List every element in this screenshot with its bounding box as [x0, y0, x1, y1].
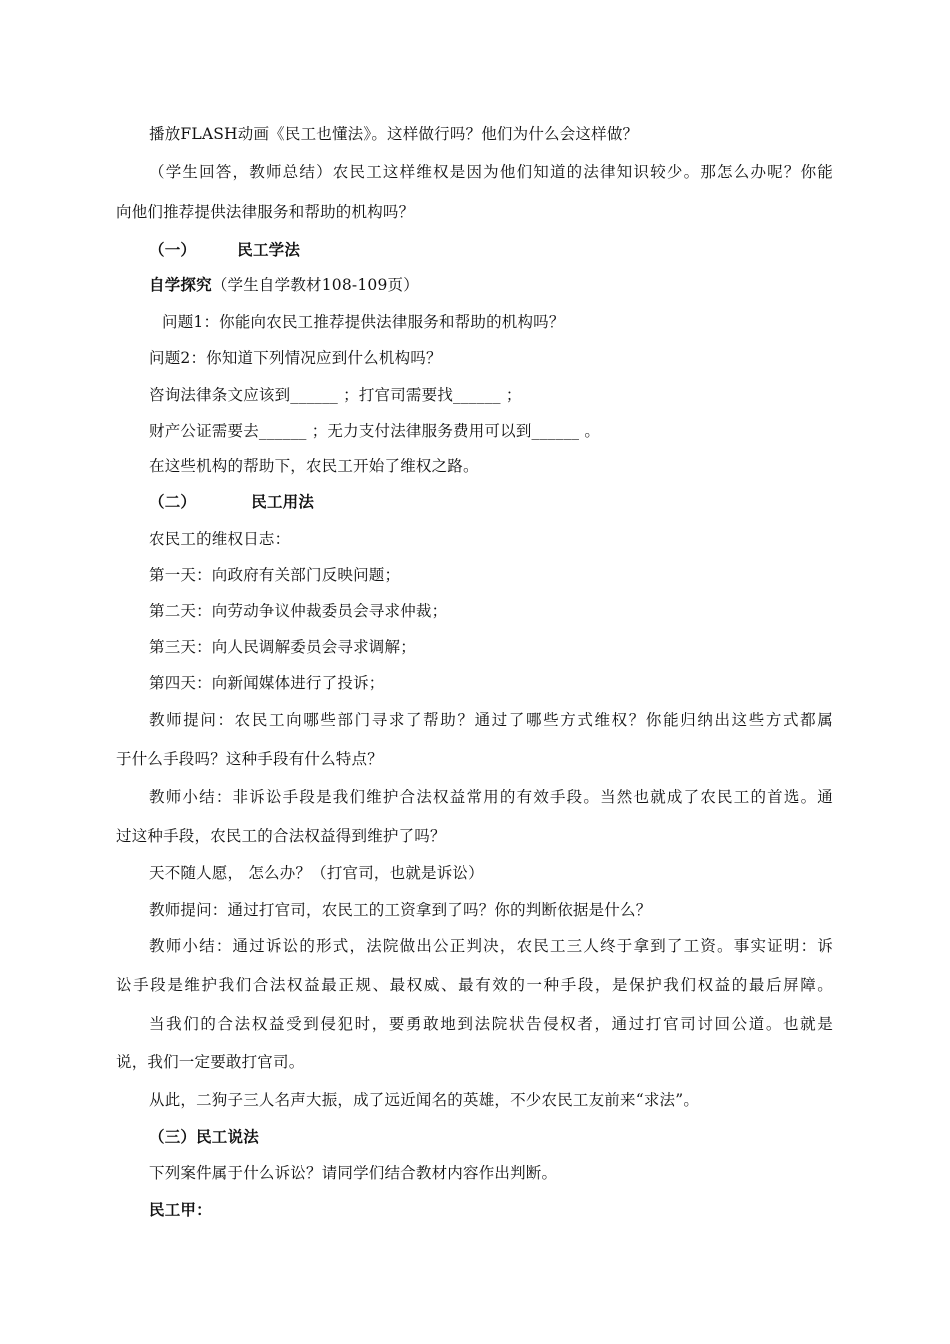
rights-log-day-3: 第三天：向人民调解委员会寻求调解；: [149, 638, 416, 656]
paragraph-teacher-summary-line2: 向他们推荐提供法律服务和帮助的机构吗？: [116, 203, 415, 221]
fill-blank-line-2: 财产公证需要去______ ；无力支付法律服务费用可以到______ 。: [149, 422, 601, 440]
teacher-summary-2-line2: 讼手段是维护我们合法权益最正规、最权威、最有效的一种手段，是保护我们权益的最后屏障。: [116, 976, 833, 994]
question-1: 问题1：你能向农民工推荐提供法律服务和帮助的机构吗？: [162, 313, 565, 331]
section-heading-3: （三）民工说法: [149, 1127, 259, 1146]
self-study-label: 自学探究: [149, 275, 212, 294]
teacher-summary-2-line1: 教师小结：通过诉讼的形式，法院做出公正判决，农民工三人终于拿到了工资。事实证明：诉: [149, 937, 833, 955]
rights-log-title: 农民工的维权日志：: [149, 530, 291, 548]
rights-log-day-4: 第四天：向新闻媒体进行了投诉；: [149, 674, 385, 692]
case-worker-a-label: 民工甲：: [149, 1200, 212, 1219]
section-heading-1-number: （一）: [149, 240, 197, 259]
teacher-summary-1-line2: 过这种手段，农民工的合法权益得到维护了吗？: [116, 827, 446, 845]
fill-blank-line-1: 咨询法律条文应该到______ ；打官司需要找______ ；: [149, 386, 522, 404]
paragraph-dare-to-sue-line2: 说，我们一定要敢打官司。: [116, 1053, 305, 1071]
paragraph-flash-intro: 播放FLASH动画《民工也懂法》。这样做行吗？他们为什么会这样做？: [149, 125, 639, 143]
self-study-line: [149, 275, 419, 295]
section-heading-2: [149, 492, 314, 512]
teacher-question-1-line1: 教师提问：农民工向哪些部门寻求了帮助？通过了哪些方式维权？你能归纳出这些方式都属: [149, 711, 833, 729]
self-study-detail: （学生自学教材108-109页）: [211, 276, 419, 294]
section-heading-1: [149, 240, 300, 260]
rights-log-day-2: 第二天：向劳动争议仲裁委员会寻求仲裁；: [149, 602, 448, 620]
paragraph-teacher-summary-line1: （学生回答，教师总结）农民工这样维权是因为他们知道的法律知识较少。那怎么办呢？你能: [149, 163, 833, 181]
paragraph-rights-path: 在这些机构的帮助下，农民工开始了维权之路。: [149, 457, 479, 475]
teacher-question-2: 教师提问：通过打官司，农民工的工资拿到了吗？你的判断依据是什么？: [149, 901, 652, 919]
section-heading-2-title: 民工用法: [251, 492, 315, 511]
case-question: 下列案件属于什么诉讼？请同学们结合教材内容作出判断。: [149, 1164, 558, 1182]
teacher-summary-1-line1: 教师小结：非诉讼手段是我们维护合法权益常用的有效手段。当然也就成了农民工的首选。通: [149, 788, 833, 806]
paragraph-lawsuit-turn: 天不随人愿， 怎么办？（打官司，也就是诉讼）: [149, 864, 484, 882]
question-2: 问题2：你知道下列情况应到什么机构吗？: [149, 349, 442, 367]
paragraph-famous-heroes: 从此，二狗子三人名声大振，成了远近闻名的英雄，不少农民工友前来“求法”。: [149, 1091, 700, 1109]
paragraph-dare-to-sue-line1: 当我们的合法权益受到侵犯时，要勇敢地到法院状告侵权者，通过打官司讨回公道。也就是: [149, 1015, 833, 1033]
section-heading-2-number: （二）: [149, 492, 197, 511]
section-heading-1-title: 民工学法: [237, 240, 301, 259]
teacher-question-1-line2: 于什么手段吗？这种手段有什么特点？: [116, 750, 383, 768]
rights-log-day-1: 第一天：向政府有关部门反映问题；: [149, 566, 401, 584]
